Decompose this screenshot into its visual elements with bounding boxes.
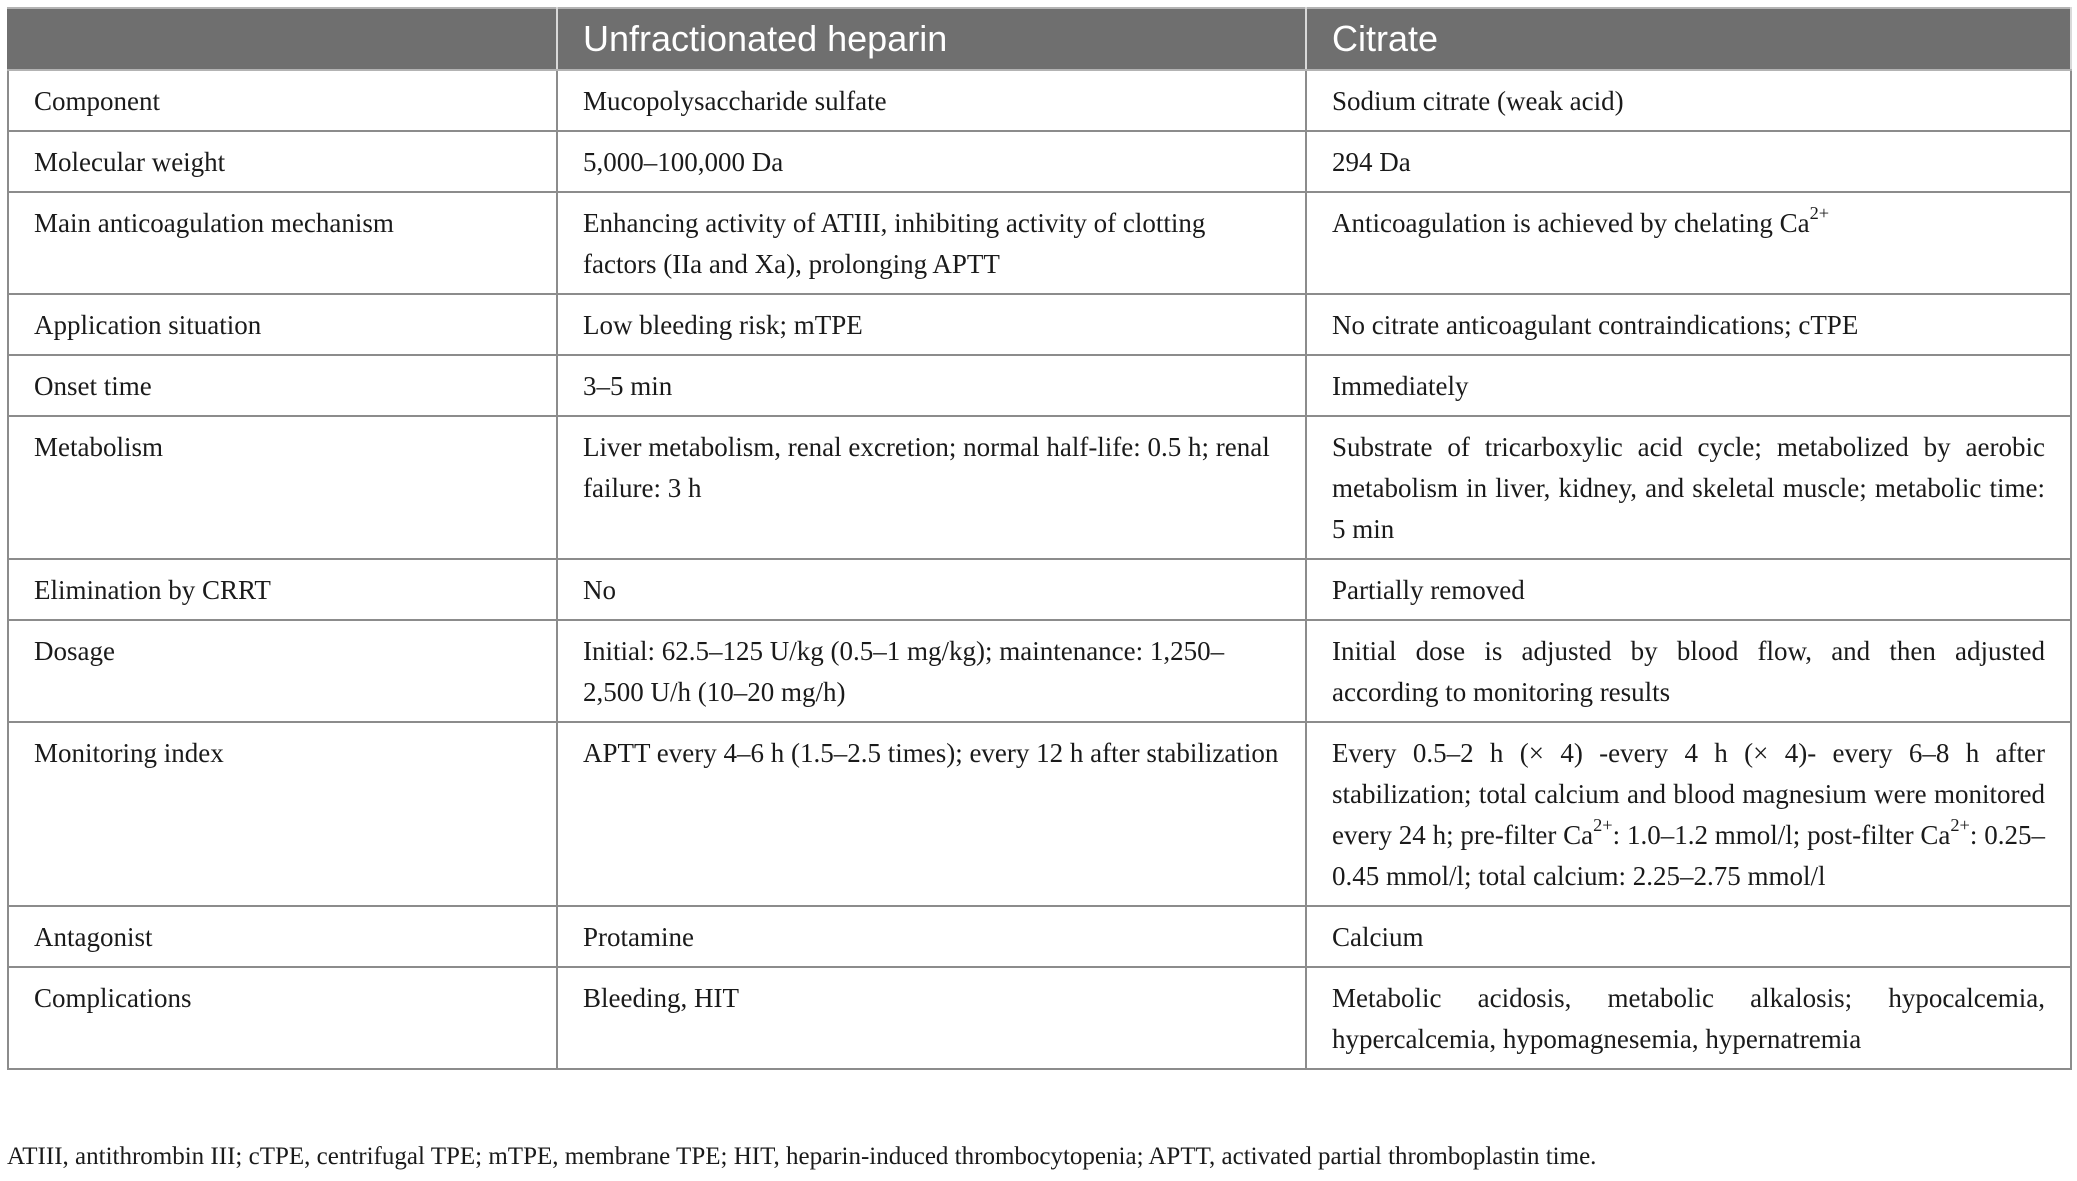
heparin-cell: 5,000–100,000 Da xyxy=(557,131,1306,192)
table-row xyxy=(8,131,2071,192)
citrate-cell: Sodium citrate (weak acid) xyxy=(1306,70,2071,131)
anticoagulant-comparison-table xyxy=(7,7,2072,1070)
citrate-cell: 294 Da xyxy=(1306,131,2071,192)
heparin-cell: No xyxy=(557,559,1306,620)
table-row xyxy=(8,722,2071,906)
table-row xyxy=(8,192,2071,294)
row-label: Onset time xyxy=(8,355,557,416)
citrate-cell xyxy=(1306,722,2071,906)
citrate-cell: Substrate of tricarboxylic acid cycle; metabolized by aerobic metabolism in liver, kidney, and skeletal muscle; metabolic time: 5 min xyxy=(1306,416,2071,559)
citrate-text: : 0.25–0.45 mmol/l; total calcium: 2.25–2.75 mmol/l xyxy=(1332,820,2045,891)
table-row xyxy=(8,416,2071,559)
row-label: Dosage xyxy=(8,620,557,722)
citrate-cell: Partially removed xyxy=(1306,559,2071,620)
heparin-cell: Protamine xyxy=(557,906,1306,967)
table-row xyxy=(8,906,2071,967)
heparin-cell: 3–5 min xyxy=(557,355,1306,416)
header-cell-heparin: Unfractionated heparin xyxy=(557,8,1306,70)
table-row xyxy=(8,294,2071,355)
superscript: 2+ xyxy=(1593,815,1613,836)
citrate-text: : 1.0–1.2 mmol/l; post-filter Ca xyxy=(1612,820,1951,850)
table-row xyxy=(8,70,2071,131)
row-label: Molecular weight xyxy=(8,131,557,192)
heparin-cell: Bleeding, HIT xyxy=(557,967,1306,1069)
heparin-cell: APTT every 4–6 h (1.5–2.5 times); every 12 h after stabilization xyxy=(557,722,1306,906)
superscript: 2+ xyxy=(1809,203,1830,224)
citrate-text: Every 0.5–2 h (× 4) -every 4 h (× 4)- every 6–8 h after stabilization; total calcium and blood magnesium were monitored every 24 h; pre-filter Ca xyxy=(1332,738,2045,850)
table-footnote: ATIII, antithrombin III; cTPE, centrifugal TPE; mTPE, membrane TPE; HIT, heparin-induced thrombocytopenia; APTT, activated partial thromboplastin time. xyxy=(7,1143,1597,1170)
row-label: Antagonist xyxy=(8,906,557,967)
row-label: Elimination by CRRT xyxy=(8,559,557,620)
row-label: Complications xyxy=(8,967,557,1069)
citrate-cell: Metabolic acidosis, metabolic alkalosis; hypocalcemia, hypercalcemia, hypomagnesemia, hypernatremia xyxy=(1306,967,2071,1069)
table-row xyxy=(8,559,2071,620)
heparin-cell: Initial: 62.5–125 U/kg (0.5–1 mg/kg); maintenance: 1,250–2,500 U/h (10–20 mg/h) xyxy=(557,620,1306,722)
row-label: Monitoring index xyxy=(8,722,557,906)
heparin-cell: Mucopolysaccharide sulfate xyxy=(557,70,1306,131)
table-header-row xyxy=(8,8,2071,70)
superscript: 2+ xyxy=(1950,815,1970,836)
header-cell-empty xyxy=(8,8,557,70)
heparin-cell: Low bleeding risk; mTPE xyxy=(557,294,1306,355)
citrate-cell xyxy=(1306,192,2071,294)
row-label: Main anticoagulation mechanism xyxy=(8,192,557,294)
table-row xyxy=(8,967,2071,1069)
row-label: Metabolism xyxy=(8,416,557,559)
table-row xyxy=(8,355,2071,416)
header-cell-citrate: Citrate xyxy=(1306,8,2071,70)
row-label: Application situation xyxy=(8,294,557,355)
comparison-table-container xyxy=(7,7,2070,1070)
heparin-cell: Liver metabolism, renal excretion; normal half-life: 0.5 h; renal failure: 3 h xyxy=(557,416,1306,559)
table-row xyxy=(8,620,2071,722)
citrate-cell: No citrate anticoagulant contraindications; cTPE xyxy=(1306,294,2071,355)
row-label: Component xyxy=(8,70,557,131)
citrate-text: Anticoagulation is achieved by chelating Ca xyxy=(1332,208,1810,238)
heparin-cell: Enhancing activity of ATIII, inhibiting activity of clotting factors (IIa and Xa), prolonging APTT xyxy=(557,192,1306,294)
citrate-cell: Immediately xyxy=(1306,355,2071,416)
citrate-cell: Initial dose is adjusted by blood flow, and then adjusted according to monitoring results xyxy=(1306,620,2071,722)
citrate-cell: Calcium xyxy=(1306,906,2071,967)
